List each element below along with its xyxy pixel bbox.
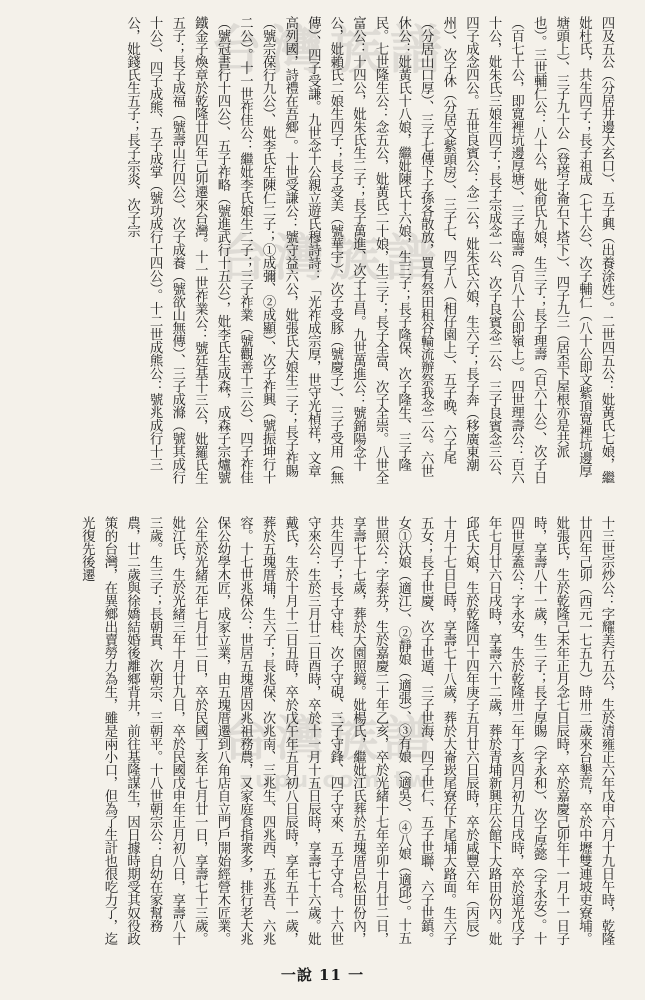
watermark-lower: 台灣族譜 <box>221 711 438 767</box>
genealogy-text-top: 四及五公（分居井邊大玄口）、五子興（出養涂姓）。二世四五公：妣黃氏七娘，繼妣杜氏，共生四子；長子祖成（七十公）、次子輔仁（八十公即文紫頂寛裡坑邊厚塘頭上）、三子九十公（登塔子崙石下塔下）、四子九三（居歪下屋根亦是共派也）。三世輔仁公：八十公，妣俞氏九娘，生三子；長子理壽（百六十公）、次子日（百七十公，即寛裡坑邊厚塘）、三子臨壽（百八十公即嶺上）。四世理壽公：百六十公，妣朱氏三娘生四子；長子宗成念一公、次子良賓念二公、三子良賓念三公、四子成念四公。五世良賓公：念二公，妣朱氏六娘，生六子；長子奔（移廣東潮州）、次子休（分居文紫頭房）、三子七、四子八（相仔園上）、五子晚、六子尾（分居山口厚）、三子七傳下子孫各散放，買有祭田租谷輪流辦祭我念二公。六世休公：妣黃氏十八娘，繼妣陳氏十六娘，生三子；長子隆保、次子隆生、三子隆民。七世隆生公：念五公，妣黃氏二十娘，生三子；長子全富、次子全崇。八世全富公：十四公，妣朱氏生二子；長子萬進、次子士昌。九世萬進公：號錦陽念十公，妣賴氏二娘生四子；長子受美（號華宇）、次子受豚（號慶子）、三子受用（無傳）、四子受謙。九世念十公親立遊氏穆詩詩：「光祚成宗厚，世守光楨祥，文章高列國，詩禮在吾鄉」。十世受謙公：號守益六公，妣張氏大娘生二子；長子祚賜（號宗葆行九公）、妣李氏生陳仁二子；①成彌、②成顯）、次子祚興（號振坤行十二公）。十一世祚佳公：繼妣李氏娘生二子；三子祚業（號觀善十三公）、四子祚佳（號冠書行十四公）、五子祚略（號進武行十五公），妣李氏生成森，成森子宗爐號鐵金子煥章於乾隆廿四年己卯遷來台灣。十一世祚業公：號廷基十三公，妣羅氏生五子；長子成福（號壽山行四公）、次子成養（號欲山無傳）、三子成滌（號其成行十公）、四子成熊、五子成掌（號功成行十四公）。十二世成熊公：號兆成行十三公，妣錢氏生五子；長子宗炎、次子宗 <box>124 16 614 484</box>
watermark-top: 台灣族譜 <box>209 21 450 81</box>
watermark-middle: 台灣族譜 <box>218 229 442 287</box>
page-number: 一說 11 一 <box>280 966 365 984</box>
watermark-url: zupu.com.tw <box>239 768 431 793</box>
genealogy-text-bottom: 十三世宗炒公：字耀美行五公，生於清雍正六年戊申六月十九日午時，乾隆廿四年己卯（西元一七五九）時卅二歲來台墾荒，卒於中壢雙連坡吏寮埔。妣張氏，生於乾隆己未年正月念七日辰時，卒於嘉慶己卯年十一月十一日子時，享壽八十一歲，生二子；長子厚賜（字永和）、次子厚懿（字永安）。十四世厚蓋公：字永安，生於乾隆卅二年丁亥四月初九日戌時，卒於道光戊子年七月廿六日戌時，享壽六十二歲，葬於青埔新興庄公館下大路田份內。妣邱氏大娘，生於乾隆四十四年庚子五月廿六日辰時，卒於咸豐六年（丙辰）十月十七日巳時，享壽七十八歲，葬於大崙崁尾寮仔下尾埔大路面。生六子五女；長子世慶、次子世遁、三子世海、四子世仁、五子世聯、六子世鎮。女①汏娘（適江）、②靜娘（適張）、③有娘（適吳）、④八娘（適邱）。十五世照公：字泰芬，生於嘉慶二十年乙亥，卒於光緒十七年辛卯十月廿二日，享壽七十七歲，葬於大園照鏡。妣楊氏，繼妣江氏葬於五塊厝呂松田份內，共生四子；長子守桂、次子守硯、三子守鋒、四子守來、五子守合。十六世守來公：生於三月廿二日酉時，卒於十一月十五日辰時，享壽七十六歲。妣戴氏，生於十月十二日丑時，卒於戊午年五月初八日辰時，享年五十一歲，葬於五塊厝埔，生六子；長兆保、次兆南、三兆生、四兆西、五兆吾、六兆容。十七世兆保公：世居五塊厝因兆祖務農，又家庭食指衆多，排行老大兆保公幼學木匠，成家立業，由五塊厝遷到八角店自立門戶開始經營木匠業。公生於光緒元年七月廿二日，卒於民國丁亥年七月廿一日，享壽七十三歲。妣江氏，生於光緒三年十月廿九日，卒於民國戊申年正月初八日，享壽八十三歲。生三子；長朝貴、次朝宗、三朝平。十八世朝宗公：自幼在家幫務農，廿二歲與徐嬌結婚後離鄉背井，前往基隆謀生，因日據時期受其奴役政策的台灣，在異鄉出賣勞力為生，雖是兩小口，但為了生計也很吃力了，迄光復先後遷 <box>79 516 614 945</box>
